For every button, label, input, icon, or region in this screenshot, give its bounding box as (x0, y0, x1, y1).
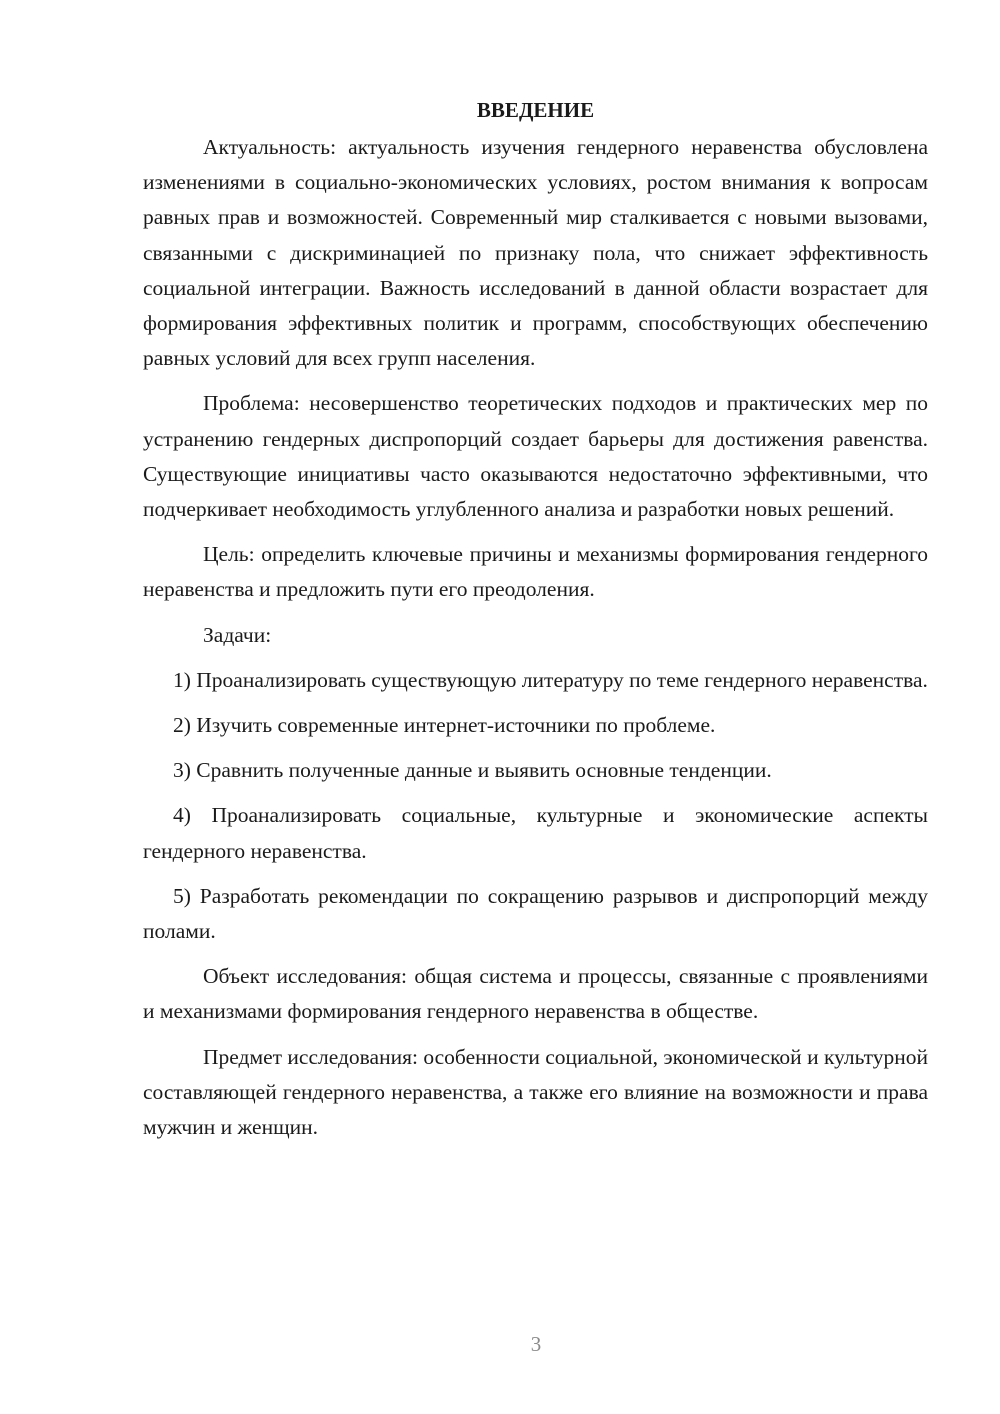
page-title: ВВЕДЕНИЕ (476, 98, 595, 122)
tasks-heading: Задачи: (203, 622, 272, 647)
list-item-task-4: 4) Проанализировать социальные, культурные и экономические аспекты гендерного неравенства. (143, 803, 928, 863)
paragraph-goal: Цель: определить ключевые причины и механизмы формирования гендерного неравенства и предложить пути его преодоления. (143, 542, 928, 602)
paragraph-object: Объект исследования: общая система и процессы, связанные с проявлениями и механизмами формирования гендерного неравенства в обществе. (143, 964, 928, 1024)
page-number: 3 (530, 1332, 542, 1356)
document-page (143, 92, 928, 1155)
list-item-task-3: 3) Сравнить полученные данные и выявить основные тенденции. (173, 758, 772, 783)
list-item-task-2: 2) Изучить современные интернет-источники по проблеме. (173, 713, 716, 738)
list-item-task-1: 1) Проанализировать существующую литературу по теме гендерного неравенства. (173, 667, 928, 692)
paragraph-subject: Предмет исследования: особенности социальной, экономической и культурной составляющей гендерного неравенства, а также его влияние на возможности и права мужчин и женщин. (143, 1044, 928, 1140)
paragraph-problem: Проблема: несовершенство теоретических подходов и практических мер по устранению гендерных диспропорций создает барьеры для достижения равенства. Существующие инициативы часто оказываются недостаточно эффективными, что подчеркивает необходимость углубленного анализа и разработки новых решений. (143, 391, 928, 522)
list-item-task-5: 5) Разработать рекомендации по сокращению разрывов и диспропорций между полами. (143, 883, 928, 944)
paragraph-relevance: Актуальность: актуальность изучения гендерного неравенства обусловлена изменениями в социально-экономических условиях, ростом внимания к вопросам равных прав и возможностей. Современный мир сталкивается с новыми вызовами, связанными с дискриминацией по признаку пола, что снижает эффективность социальной интеграции. Важность исследований в данной области возрастает для формирования эффективных политик и программ, способствующих обеспечению равных условий для всех групп населения. (143, 135, 928, 371)
